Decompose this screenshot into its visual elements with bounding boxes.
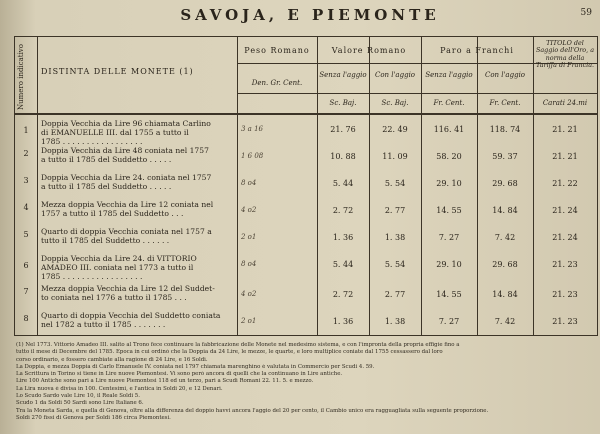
- row-valore-con: 5. 54: [384, 179, 406, 188]
- header-carati: Carati 24.mi: [542, 99, 588, 107]
- row-description-line: di EMANUELLE III. dal 1755 a tutto il: [41, 128, 189, 137]
- row-description: [41, 200, 235, 218]
- row-paro-con: 7. 42: [494, 317, 516, 326]
- row-valore-senza: 21. 76: [330, 125, 356, 134]
- row-titolo: 21. 24: [552, 233, 578, 242]
- footnote-line: corso ordinario, e fossero cambiate alla ragione di 24 Lire, e 16 Soldi.: [16, 356, 208, 363]
- header-paro: Paro a Franchi: [440, 46, 514, 55]
- header-paro-con: Con l'aggio: [484, 71, 526, 79]
- row-valore-senza: 2. 72: [332, 290, 354, 299]
- row-description-line: a tutto il 1785 del Suddetto . . . . .: [41, 182, 172, 191]
- header-numero: Numero indicativo: [17, 44, 25, 110]
- row-paro-senza: 29. 10: [436, 179, 462, 188]
- footnote-line: La Doppia, e mezza Doppia di Carlo Emanuele IV. coniata nel 1797 chiamata marenghino è valutata in Commercio per Scudi 4. 59.: [16, 363, 375, 370]
- row-description: [41, 284, 235, 302]
- row-valore-senza: 5. 44: [332, 260, 354, 269]
- row-titolo: 21. 23: [552, 317, 578, 326]
- header-unit-scudi-1: Sc. Baj.: [329, 99, 357, 107]
- row-peso: 1 6 08: [241, 152, 264, 160]
- header-peso-units: Den. Gr. Cent.: [251, 79, 303, 87]
- header-valore-senza: Senza l'aggio: [319, 71, 367, 79]
- row-description-line: 1757 a tutto il 1785 del Suddetto . . .: [41, 209, 184, 218]
- row-description-line: Quarto di doppia Vecchia coniata nel 1757 a: [41, 227, 212, 236]
- header-unit-scudi-2: Sc. Baj.: [381, 99, 409, 107]
- row-valore-senza: 10. 88: [330, 152, 356, 161]
- row-paro-con: 118. 74: [489, 125, 521, 134]
- table-row: [15, 117, 597, 146]
- footnote-line: tutto il mese di Decembre del 1785. Epoca in cui ordinò che la Doppia da 24 Lire, le mezze, le quarte, e loro multiplice coniate dal 1755 cessassero dal loro: [16, 349, 443, 356]
- header-unit-franchi-1: Fr. Cent.: [433, 99, 465, 107]
- row-number: 6: [23, 261, 29, 270]
- row-titolo: 21. 23: [552, 260, 578, 269]
- row-valore-con: 11. 09: [382, 152, 408, 161]
- footnote-line: Scudo 1 da Soldi 50 Sardi sono Lire Italiane 6.: [16, 400, 144, 407]
- table-row: [15, 309, 597, 334]
- row-description: [41, 173, 235, 191]
- row-peso: 8 o4: [241, 260, 257, 268]
- row-peso: 2 o1: [241, 233, 257, 241]
- row-paro-senza: 116. 41: [433, 125, 465, 134]
- row-description-line: tutto il 1785 del Suddetto . . . . . .: [41, 236, 170, 245]
- row-number: 8: [23, 314, 29, 323]
- footnote-line: Soldi 270 fissi di Genova per Soldi 186 circa Piemontesi.: [16, 414, 171, 421]
- row-description-line: Mezza doppia Vecchia da Lire 12 coniata nel: [41, 200, 214, 209]
- coin-table: [14, 36, 598, 336]
- table-row: [15, 198, 597, 223]
- row-valore-con: 1. 38: [384, 317, 406, 326]
- row-valore-senza: 5. 44: [332, 179, 354, 188]
- row-paro-con: 29. 68: [492, 179, 518, 188]
- footnote-line: La Scrittura in Torino si tiene in Lire nuove Piemontesi. Vi sono però ancora di quelli che la continuano in Lire antiche.: [16, 371, 343, 378]
- row-number: 3: [23, 176, 29, 185]
- footnote-line: Lo Scudo Sardo vale Lire 10, il Reale Soldi 5.: [16, 393, 140, 400]
- header-peso: Peso Romano: [244, 46, 310, 55]
- header-titolo: TITOLO del Saggio dell'Oro, a norma della Tariffa di Francia.: [535, 39, 595, 70]
- row-description-line: nel 1782 a tutto il 1785 . . . . . . .: [41, 320, 166, 329]
- row-description-line: Doppia Vecchia da Lire 48 coniata nel 1757: [41, 146, 209, 155]
- row-titolo: 21. 21: [552, 152, 578, 161]
- row-valore-senza: 1. 36: [332, 317, 354, 326]
- row-number: 1: [23, 126, 29, 135]
- row-description-line: 1785 . . . . . . . . . . . . . . . . .: [41, 137, 143, 146]
- page-number: 59: [580, 8, 592, 18]
- row-peso: 4 o2: [241, 290, 257, 298]
- row-description-line: Doppia Vecchia da Lire 24. di VITTORIO: [41, 254, 197, 263]
- row-titolo: 21. 22: [552, 179, 578, 188]
- table-row: [15, 171, 597, 196]
- row-peso: 4 o2: [241, 206, 257, 214]
- row-paro-senza: 7. 27: [438, 233, 460, 242]
- header-unit-franchi-2: Fr. Cent.: [489, 99, 521, 107]
- row-description-line: to coniata nel 1776 a tutto il 1785 . . .: [41, 293, 187, 302]
- table-row: [15, 144, 597, 169]
- table-row: [15, 282, 597, 307]
- page-title: SAVOJA, E PIEMONTE: [180, 6, 440, 24]
- row-description-line: Mezza doppia Vecchia da Lire 12 del Suddet-: [41, 284, 215, 293]
- footnote-line: Lire 100 Antiche sono pari a Lire nuove Piemontesi 118 ed un terzo, pari a Scudi Romani 22. 11. 5. e mezzo.: [16, 378, 314, 385]
- header-distinta: DISTINTA DELLE MONETE (1): [41, 67, 194, 76]
- footnote-line: Tra la Moneta Sarda, e quella di Genova, oltre alla differenza del doppio havvi ancora l'aggio del 20 per cento, il Cambio unico era ragguagliata sulla seguente proporzione.: [16, 407, 489, 414]
- row-valore-con: 5. 54: [384, 260, 406, 269]
- row-description: [41, 227, 235, 245]
- row-peso: 2 o1: [241, 317, 257, 325]
- row-titolo: 21. 21: [552, 125, 578, 134]
- header-valore: Valore Romano: [331, 46, 407, 55]
- row-number: 4: [23, 203, 29, 212]
- table-row: [15, 252, 597, 281]
- row-valore-con: 1. 38: [384, 233, 406, 242]
- table-row: [15, 225, 597, 250]
- footnote-line: La Lira nuova è divisa in 100. Centesimi, e l'antica in Soldi 20, e 12 Denari.: [16, 385, 223, 392]
- row-paro-senza: 29. 10: [436, 260, 462, 269]
- row-paro-con: 59. 37: [492, 152, 518, 161]
- row-description-line: Doppia Vecchia da Lire 24. coniata nel 1757: [41, 173, 212, 182]
- row-number: 7: [23, 287, 29, 296]
- row-description: [41, 311, 235, 329]
- row-titolo: 21. 24: [552, 206, 578, 215]
- row-description-line: Doppia Vecchia da Lire 96 chiamata Carlino: [41, 119, 211, 128]
- row-peso: 3 a 16: [241, 125, 263, 133]
- row-valore-con: 2. 77: [384, 206, 406, 215]
- row-paro-senza: 14. 55: [436, 290, 462, 299]
- row-paro-con: 14. 84: [492, 206, 518, 215]
- row-paro-senza: 58. 20: [436, 152, 462, 161]
- footnotes: [16, 342, 594, 422]
- row-description: [41, 119, 235, 146]
- row-valore-senza: 1. 36: [332, 233, 354, 242]
- row-description-line: a tutto il 1785 del Suddetto . . . . .: [41, 155, 172, 164]
- header-valore-con: Con l'aggio: [374, 71, 416, 79]
- row-description-line: AMADEO III. coniata nel 1773 a tutto il: [41, 263, 194, 272]
- row-valore-senza: 2. 72: [332, 206, 354, 215]
- row-paro-con: 29. 68: [492, 260, 518, 269]
- row-description: [41, 146, 235, 164]
- row-valore-con: 22. 49: [382, 125, 408, 134]
- row-number: 2: [23, 149, 29, 158]
- row-paro-con: 7. 42: [494, 233, 516, 242]
- row-paro-senza: 7. 27: [438, 317, 460, 326]
- row-description-line: 1785 . . . . . . . . . . . . . . . . .: [41, 272, 143, 281]
- row-paro-senza: 14. 55: [436, 206, 462, 215]
- row-peso: 8 o4: [241, 179, 257, 187]
- row-paro-con: 14. 84: [492, 290, 518, 299]
- row-number: 5: [23, 230, 29, 239]
- row-valore-con: 2. 77: [384, 290, 406, 299]
- header-paro-senza: Senza l'aggio: [425, 71, 473, 79]
- footnote-line: (1) Nel 1773. Vittorio Amadeo III. salito al Trono fece continuare la fabbricazione delle Monete nel medesimo sistema, e con l'impronta della propria effigie fino a: [16, 342, 460, 348]
- row-description: [41, 254, 235, 281]
- row-titolo: 21. 23: [552, 290, 578, 299]
- row-description-line: Quarto di doppia Vecchia del Suddetto coniata: [41, 311, 221, 320]
